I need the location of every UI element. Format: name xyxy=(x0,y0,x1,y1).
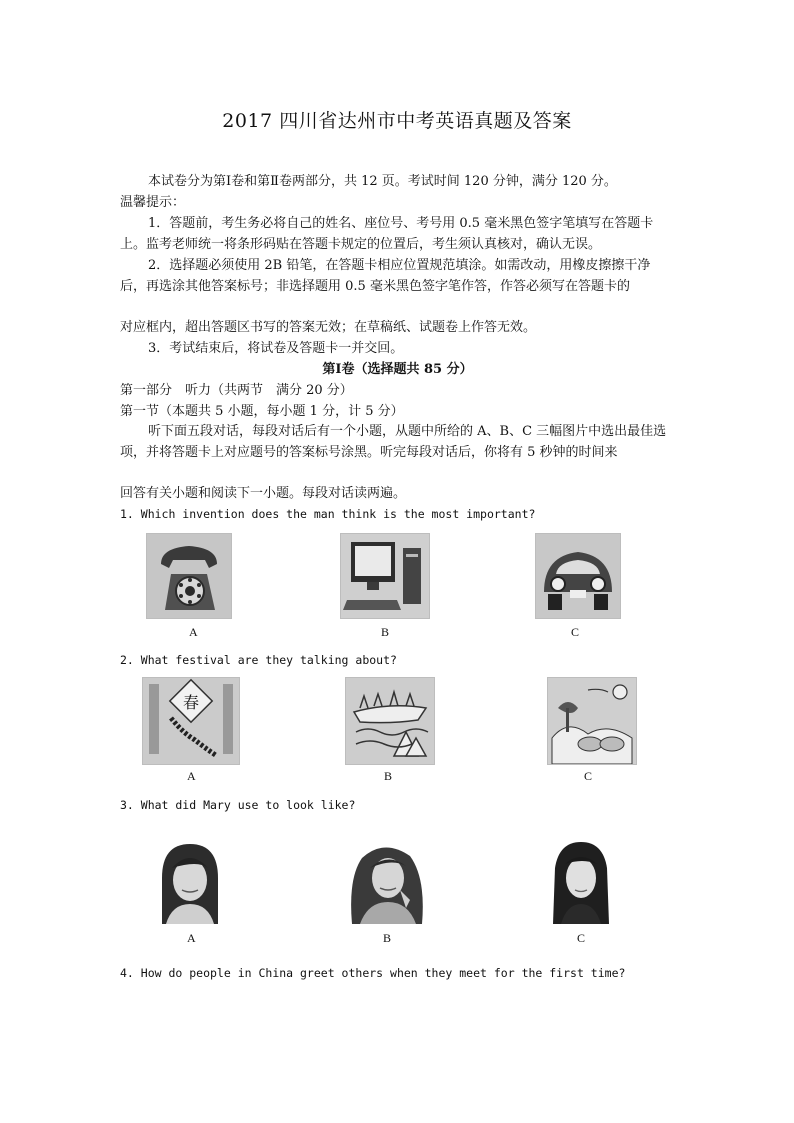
page-title: 2017 四川省达州市中考英语真题及答案 xyxy=(222,110,572,132)
tips-heading: 温馨提示： xyxy=(120,195,186,210)
option-label-c: C xyxy=(584,769,593,783)
option-label-b: B xyxy=(384,769,393,783)
question-4: 4. How do people in China greet others when they meet for the first time? xyxy=(120,966,626,980)
tip-2-continued: 对应框内，超出答题区书写的答案无效；在草稿纸、试题卷上作答无效。 xyxy=(120,320,537,335)
computer-icon xyxy=(340,533,430,619)
dragon-boat-festival-icon xyxy=(345,677,435,765)
option-label-c: C xyxy=(577,931,586,945)
tip-2: 2．选择题必须使用 2B 铅笔，在答题卡相应位置规范填涂。如需改动，用橡皮擦擦干净后，再选涂其他答案标号；非选择题用 0.5 毫米黑色签字笔作答，作答必须写在答题卡的 xyxy=(120,258,651,294)
question-2: 2. What festival are they talking about? xyxy=(120,653,397,667)
section-one-heading: 第一节（本题共 5 小题，每小题 1 分，计 5 分） xyxy=(120,404,404,419)
instructions: 听下面五段对话，每段对话后有一个小题，从题中所给的 A、B、C 三幅图片中选出最佳选项，并将答题卡上对应题号的答案标号涂黑。听完每段对话后，你将有 5 秒钟的时间来 xyxy=(120,424,667,460)
instructions-continued: 回答有关小题和阅读下一小题。每段对话读两遍。 xyxy=(120,486,407,501)
option-label-b: B xyxy=(383,931,392,945)
intro-text: 本试卷分为第Ⅰ卷和第Ⅱ卷两部分，共 12 页。考试时间 120 分钟，满分 120 分。 xyxy=(148,174,617,189)
spring-festival-icon xyxy=(142,677,240,765)
option-label-a: A xyxy=(187,769,196,783)
section-heading: 第Ⅰ卷（选择题共 85 分） xyxy=(322,362,473,377)
option-label-c: C xyxy=(571,625,580,639)
option-label-b: B xyxy=(381,625,390,639)
tip-3: 3．考试结束后，将试卷及答题卡一并交回。 xyxy=(148,341,404,356)
telephone-icon xyxy=(146,533,232,619)
girl-portrait-c-icon xyxy=(543,838,619,926)
option-label-a: A xyxy=(189,625,198,639)
part-one-heading: 第一部分 听力（共两节 满分 20 分） xyxy=(120,383,353,398)
spring-character: 春 xyxy=(182,693,200,712)
question-3: 3. What did Mary use to look like? xyxy=(120,798,356,812)
tip-1: 1．答题前，考生务必将自己的姓名、座位号、考号用 0.5 毫米黑色签字笔填写在答题卡上。监考老师统一将条形码贴在答题卡规定的位置后，考生须认真核对，确认无误。 xyxy=(120,216,654,252)
girl-portrait-a-icon xyxy=(152,838,226,926)
option-label-a: A xyxy=(187,931,196,945)
mid-autumn-festival-icon xyxy=(547,677,637,765)
car-icon xyxy=(535,533,621,619)
girl-portrait-b-icon xyxy=(344,838,430,926)
question-1: 1. Which invention does the man think is the most important? xyxy=(120,507,536,521)
